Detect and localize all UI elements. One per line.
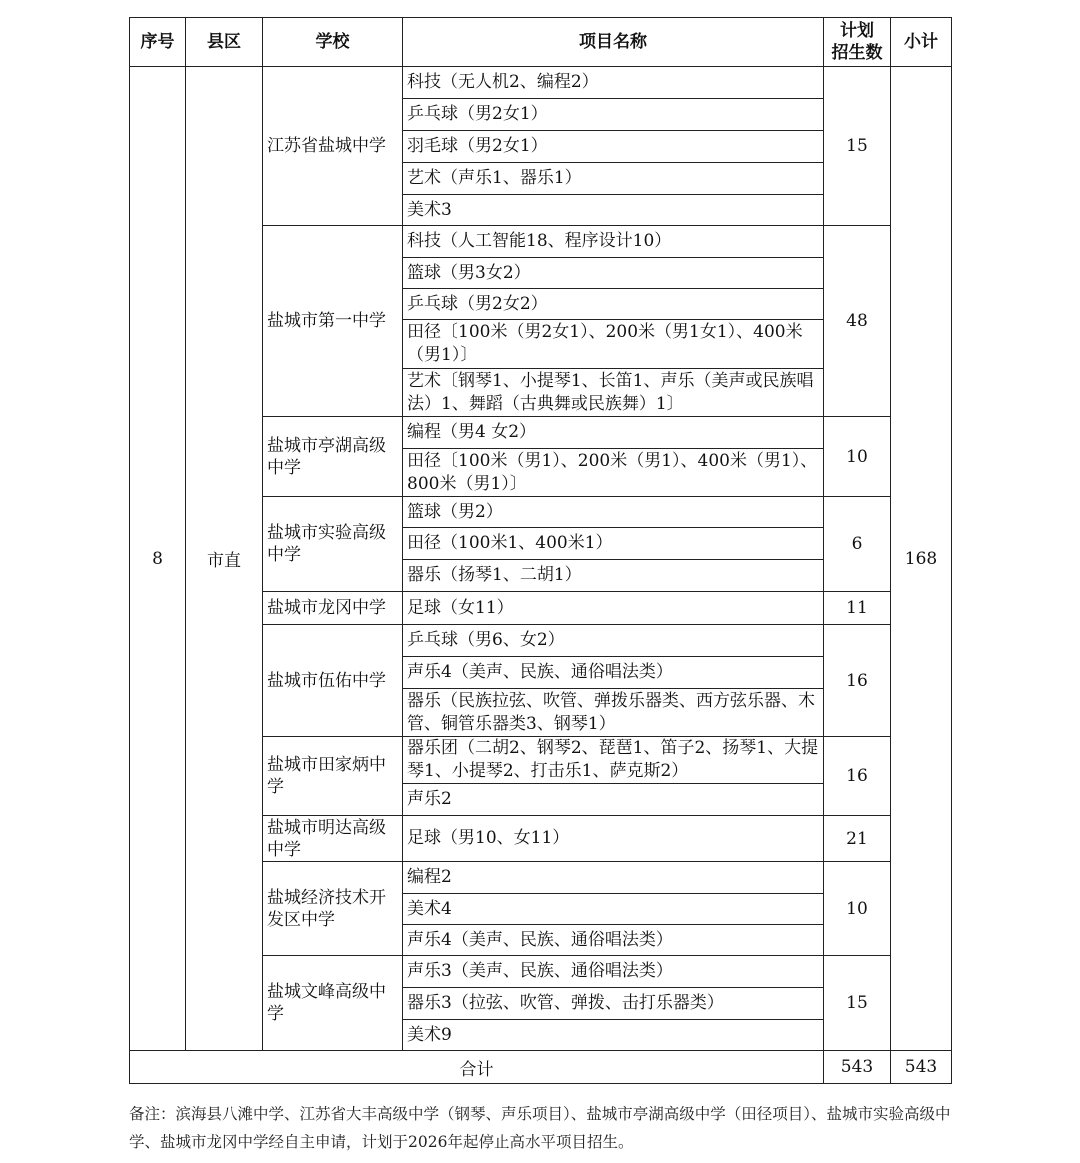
plan-count: 10 — [824, 417, 891, 497]
header-school: 学校 — [263, 18, 403, 67]
county-cell: 市直 — [186, 67, 263, 1051]
project-item: 器乐团（二胡2、钢琴2、琵琶1、笛子2、扬琴1、大提琴1、小提琴2、打击乐1、萨克斯2） — [403, 737, 824, 784]
school-name: 盐城市田家炳中学 — [263, 737, 403, 816]
school-name: 盐城市亭湖高级中学 — [263, 417, 403, 497]
total-plan: 543 — [824, 1051, 891, 1084]
school-name: 盐城经济技术开发区中学 — [263, 862, 403, 956]
project-item: 声乐3（美声、民族、通俗唱法类） — [403, 956, 824, 988]
school-name: 盐城市实验高级中学 — [263, 497, 403, 592]
project-item: 编程2 — [403, 862, 824, 894]
plan-count: 21 — [824, 816, 891, 862]
enrollment-table — [129, 17, 952, 1084]
project-item: 声乐2 — [403, 784, 824, 816]
project-item: 声乐4（美声、民族、通俗唱法类） — [403, 657, 824, 689]
project-item: 声乐4（美声、民族、通俗唱法类） — [403, 925, 824, 956]
plan-count: 15 — [824, 67, 891, 226]
project-item: 田径〔100米（男2女1）、200米（男1女1）、400米（男1）〕 — [403, 320, 824, 369]
total-subtotal: 543 — [891, 1051, 952, 1084]
school-name: 盐城市伍佑中学 — [263, 625, 403, 737]
header-plan: 计划 招生数 — [824, 18, 891, 67]
header-index: 序号 — [130, 18, 186, 67]
school-name: 盐城市明达高级中学 — [263, 816, 403, 862]
plan-count: 48 — [824, 226, 891, 417]
project-item: 艺术〔钢琴1、小提琴1、长笛1、声乐（美声或民族唱法）1、舞蹈（古典舞或民族舞）1〕 — [403, 369, 824, 417]
school-name: 盐城市第一中学 — [263, 226, 403, 417]
project-item: 器乐3（拉弦、吹管、弹拨、击打乐器类） — [403, 988, 824, 1020]
project-item: 美术3 — [403, 195, 824, 226]
project-item: 器乐（民族拉弦、吹管、弹拨乐器类、西方弦乐器、木管、铜管乐器类3、钢琴1） — [403, 689, 824, 737]
project-item: 羽毛球（男2女1） — [403, 131, 824, 163]
project-item: 足球（男10、女11） — [403, 816, 824, 862]
table-row — [130, 67, 952, 99]
project-item: 乒乓球（男6、女2） — [403, 625, 824, 657]
project-item: 科技（无人机2、编程2） — [403, 67, 824, 99]
plan-count: 6 — [824, 497, 891, 592]
header-county: 县区 — [186, 18, 263, 67]
project-item: 艺术（声乐1、器乐1） — [403, 163, 824, 195]
project-item: 篮球（男3女2） — [403, 258, 824, 289]
plan-count: 11 — [824, 592, 891, 625]
project-item: 乒乓球（男2女2） — [403, 289, 824, 320]
school-name: 盐城文峰高级中学 — [263, 956, 403, 1051]
school-name: 盐城市龙冈中学 — [263, 592, 403, 625]
table-body — [130, 67, 952, 1084]
project-item: 篮球（男2） — [403, 497, 824, 528]
project-item: 田径（100米1、400米1） — [403, 528, 824, 560]
project-item: 器乐（扬琴1、二胡1） — [403, 560, 824, 592]
plan-count: 16 — [824, 625, 891, 737]
plan-count: 16 — [824, 737, 891, 816]
total-row — [130, 1051, 952, 1084]
subtotal-cell: 168 — [891, 67, 952, 1051]
header-row — [130, 18, 952, 67]
header-project: 项目名称 — [403, 18, 824, 67]
school-name: 江苏省盐城中学 — [263, 67, 403, 226]
project-item: 美术4 — [403, 894, 824, 925]
project-item: 田径〔100米（男1）、200米（男1）、400米（男1）、800米（男1）〕 — [403, 449, 824, 497]
header-subtotal: 小计 — [891, 18, 952, 67]
plan-count: 15 — [824, 956, 891, 1051]
project-item: 乒乓球（男2女1） — [403, 99, 824, 131]
total-label: 合计 — [130, 1051, 824, 1084]
project-item: 美术9 — [403, 1020, 824, 1051]
footnote: 备注：滨海县八滩中学、江苏省大丰高级中学（钢琴、声乐项目）、盐城市亭湖高级中学（田径项目）、盐城市实验高级中学、盐城市龙冈中学经自主申请，计划于2026年起停止高水平项目招生。 — [129, 1105, 951, 1151]
project-item: 足球（女11） — [403, 592, 824, 625]
plan-count: 10 — [824, 862, 891, 956]
project-item: 编程（男4 女2） — [403, 417, 824, 449]
project-item: 科技（人工智能18、程序设计10） — [403, 226, 824, 258]
row-index: 8 — [130, 67, 186, 1051]
